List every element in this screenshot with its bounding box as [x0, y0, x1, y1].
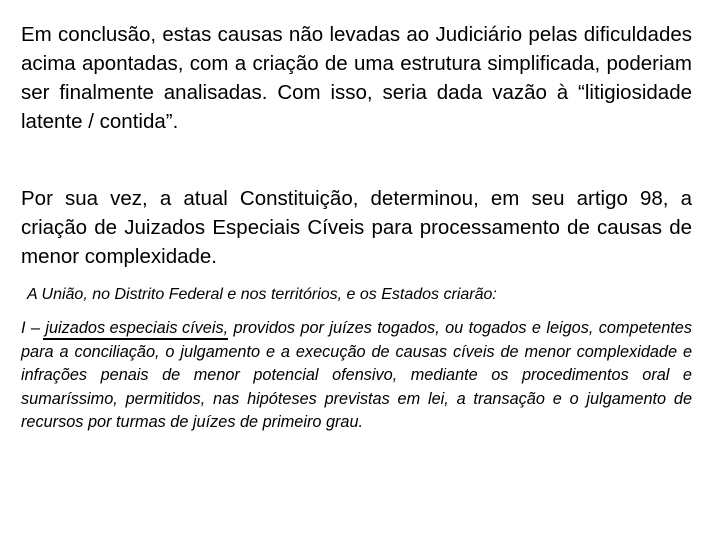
quote-item-prefix: I – [21, 319, 46, 337]
quote-item-text: , providos por juízes togados, ou togados e leigos, competentes para a conciliação, o julgamento e a execução de causas cíveis de menor complexidade e infrações penais de menor potencial ofensivo, mediante os procedimentos oral e sumaríssimo, permitidos, nas hipóteses previstas em lei, a transação e o julgamento de recursos por turmas de juízes de primeiro grau. [21, 319, 692, 431]
quote-item-i [21, 317, 692, 435]
paragraph-conclusion: Em conclusão, estas causas não levadas ao Judiciário pelas dificuldades acima apontadas, com a criação de uma estrutura simplificada, poderiam ser finalmente analisadas. Com isso, seria dada vazão à “litigiosidade latente / contida”. [21, 23, 692, 133]
quote-intro: A União, no Distrito Federal e nos territórios, e os Estados criarão: [27, 286, 497, 303]
underlined-term: juizados especiais cíveis [45, 317, 223, 341]
paragraph-constitution: Por sua vez, a atual Constituição, determinou, em seu artigo 98, a criação de Juizados Especiais Cíveis para processamento de causas de menor complexidade. [21, 187, 692, 268]
